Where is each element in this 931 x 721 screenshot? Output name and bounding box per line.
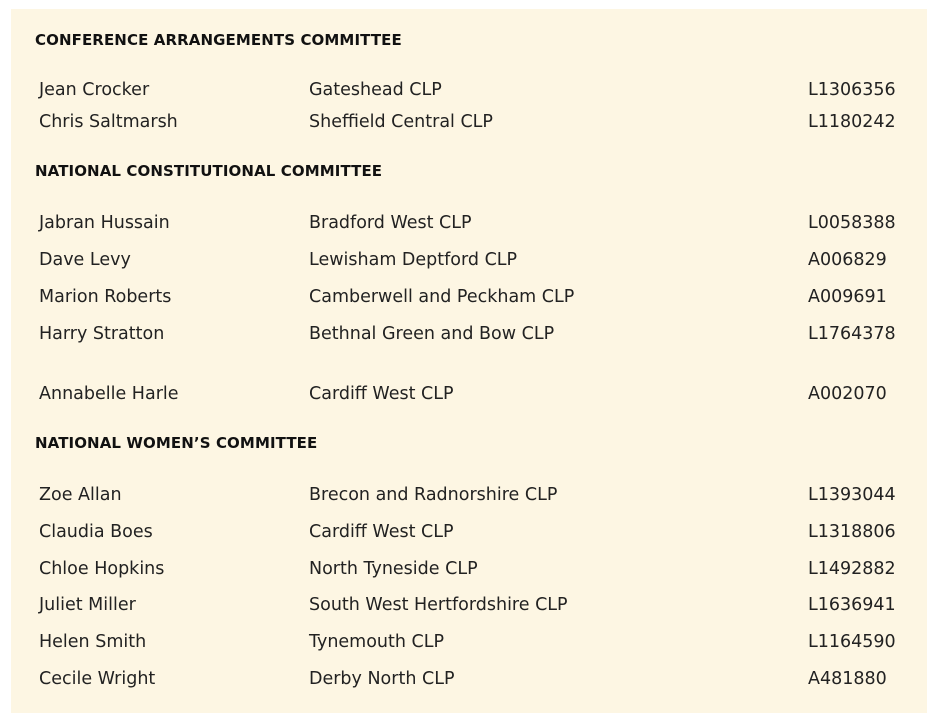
member-number: A002070 <box>808 384 887 404</box>
section-heading-conference-arrangements: CONFERENCE ARRANGEMENTS COMMITTEE <box>35 31 402 49</box>
member-name: Helen Smith <box>39 632 147 652</box>
section-heading-national-constitutional: NATIONAL CONSTITUTIONAL COMMITTEE <box>35 162 383 180</box>
member-name: Cecile Wright <box>39 669 156 689</box>
member-number: A006829 <box>808 250 887 270</box>
member-name: Marion Roberts <box>39 287 172 307</box>
member-name: Jabran Hussain <box>39 213 170 233</box>
member-number: A481880 <box>808 669 887 689</box>
member-row <box>11 282 927 312</box>
member-clp: Tynemouth CLP <box>309 632 445 652</box>
member-clp: Cardiff West CLP <box>309 522 454 542</box>
member-clp: Cardiff West CLP <box>309 384 454 404</box>
member-name: Annabelle Harle <box>39 384 179 404</box>
member-name: Zoe Allan <box>39 485 122 505</box>
member-clp: Bethnal Green and Bow CLP <box>309 324 555 344</box>
member-row <box>11 480 927 510</box>
member-clp: Derby North CLP <box>309 669 455 689</box>
member-number: L1180242 <box>808 112 896 132</box>
member-name: Dave Levy <box>39 250 131 270</box>
member-name: Chloe Hopkins <box>39 559 165 579</box>
member-row <box>11 379 927 409</box>
member-number: L1492882 <box>808 559 896 579</box>
member-number: L1764378 <box>808 324 896 344</box>
member-clp: Brecon and Radnorshire CLP <box>309 485 558 505</box>
member-row <box>11 664 927 694</box>
member-number: A009691 <box>808 287 887 307</box>
member-number: L1636941 <box>808 595 896 615</box>
member-row <box>11 554 927 584</box>
section-heading-national-womens: NATIONAL WOMEN’S COMMITTEE <box>35 434 318 452</box>
member-row <box>11 627 927 657</box>
member-name: Claudia Boes <box>39 522 153 542</box>
member-clp: Sheffield Central CLP <box>309 112 493 132</box>
member-row <box>11 208 927 238</box>
member-number: L1306356 <box>808 80 896 100</box>
member-number: L1164590 <box>808 632 896 652</box>
member-row <box>11 107 927 137</box>
member-clp: South West Hertfordshire CLP <box>309 595 568 615</box>
member-row <box>11 590 927 620</box>
member-clp: Gateshead CLP <box>309 80 442 100</box>
member-number: L1393044 <box>808 485 896 505</box>
member-name: Jean Crocker <box>39 80 150 100</box>
member-row <box>11 245 927 275</box>
member-row <box>11 517 927 547</box>
member-name: Juliet Miller <box>39 595 136 615</box>
member-number: L0058388 <box>808 213 896 233</box>
member-clp: Lewisham Deptford CLP <box>309 250 518 270</box>
member-number: L1318806 <box>808 522 896 542</box>
member-name: Harry Stratton <box>39 324 165 344</box>
member-clp: Bradford West CLP <box>309 213 472 233</box>
committee-list-panel <box>11 9 927 713</box>
member-clp: Camberwell and Peckham CLP <box>309 287 575 307</box>
member-row <box>11 75 927 105</box>
member-clp: North Tyneside CLP <box>309 559 478 579</box>
member-row <box>11 319 927 349</box>
member-name: Chris Saltmarsh <box>39 112 178 132</box>
